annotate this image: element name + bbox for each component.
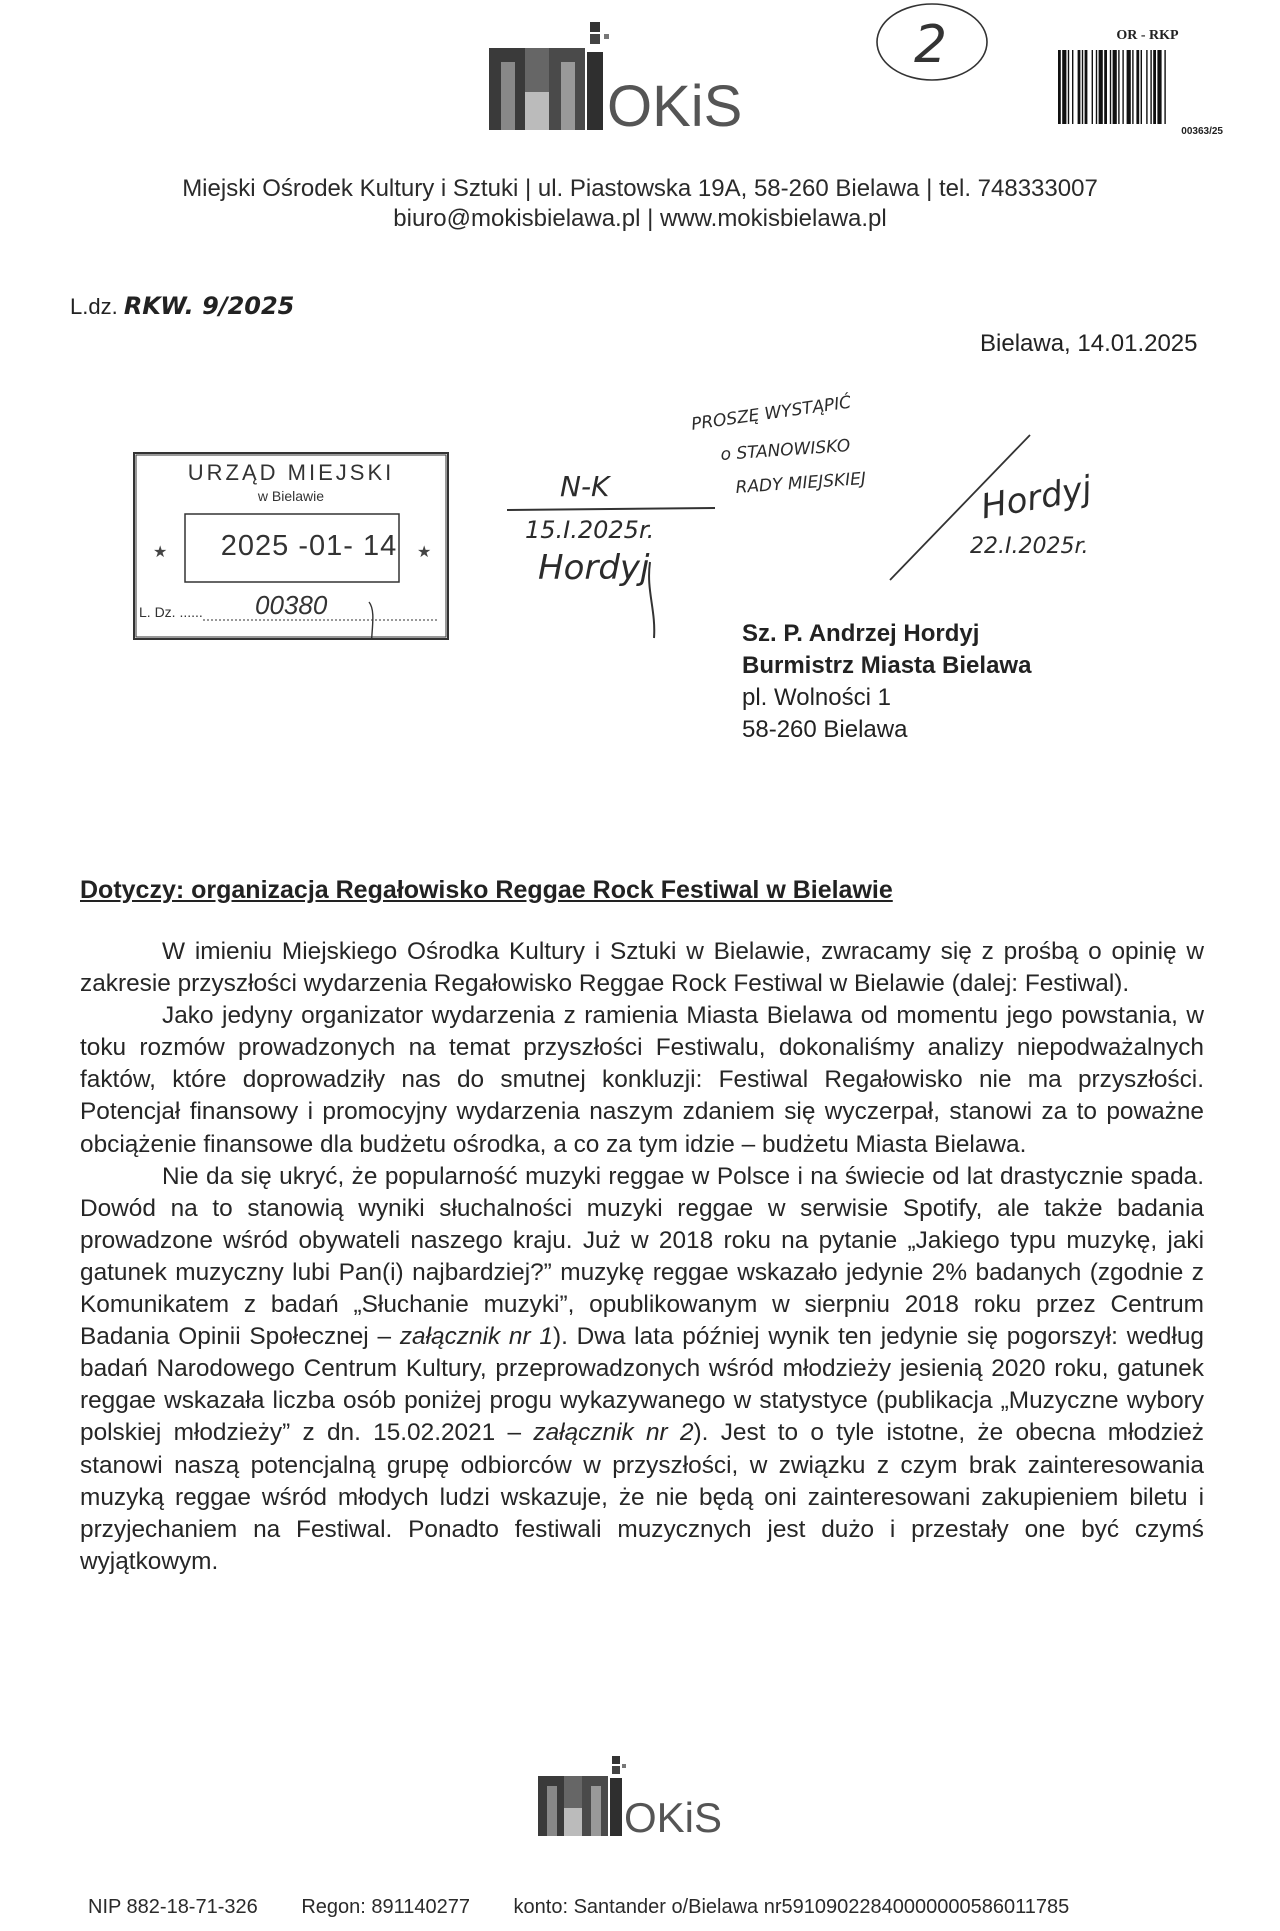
mokis-logo-graphic	[487, 18, 807, 138]
circled-number	[872, 0, 992, 100]
recipient-name: Sz. P. Andrzej Hordyj	[742, 620, 980, 647]
handwritten-signature-2: Hordyj	[978, 468, 1095, 528]
institution-header	[0, 174, 1280, 234]
barcode	[1050, 28, 1245, 146]
circled-number-text: 2	[914, 15, 948, 75]
stamp-ldz-number: 00380	[255, 590, 328, 620]
paragraph-3-part-a: Nie da się ukryć, że popularność muzyki reggae w Polsce i na świecie od lat drastycznie spada. Dowód na to stanowią wyniki słuchalności muzyki reggae w serwisie Spotify, ale także badania prowadzone wśród obywateli naszego kraju. Już w 2018 roku na pytanie „Jakiego typu muzykę, jaki gatunek muzyczny lubi Pan(i) najbardziej?” muzykę reggae wskazało jedynie 2% badanych (zgodnie z Komunikatem z badań „Słuchanie muzyki”, opublikowanym w sierpniu 2018 roku przez Centrum Badania Opinii Społecznej –	[80, 1162, 1204, 1351]
footer	[88, 1896, 1208, 1919]
paragraph-3-part-c: ). Jest to o tyle istotne, że obecna młodzież stanowi naszą potencjalną grupę odbiorców w przyszłości, w związku z czym brak zainteresowania muzyką reggae wśród młodych ludzi wskazuje, że nie będą oni zainteresowani zakupieniem biletu i przyjechaniem na Festiwal. Ponadto festiwali muzycznych jest dużo i przestały one być czymś wyjątkowym.	[80, 1419, 1205, 1575]
logo-text: OKiS	[607, 74, 743, 138]
barcode-bars	[1058, 50, 1236, 124]
letter-body	[80, 936, 1204, 1578]
recipient-block	[742, 618, 1031, 746]
footer-nip: NIP 882-18-71-326	[88, 1896, 258, 1918]
recipient-title: Burmistrz Miasta Bielawa	[742, 652, 1032, 679]
handwritten-signature-1: Hordyj	[538, 548, 650, 588]
paragraph-1: W imieniu Miejskiego Ośrodka Kultury i Sztuki w Bielawie, zwracamy się z prośbą o opinię w zakresie przyszłości wydarzenia Regałowisko Reggae Rock Festiwal w Bielawie (dalej: Festiwal).	[80, 938, 1204, 998]
letter-date: Bielawa, 14.01.2025	[980, 330, 1198, 357]
barcode-number: 00363/25	[1181, 126, 1223, 137]
mokis-logo	[487, 18, 807, 138]
institution-contact: biuro@mokisbielawa.pl | www.mokisbielawa.pl	[393, 205, 887, 232]
paragraph-2: Jako jedyny organizator wydarzenia z ramienia Miasta Bielawa od momentu jego powstania, w toku rozmów prowadzonych na temat przyszłości Festiwalu, dokonaliśmy analizy niepodważalnych faktów, które doprowadziły nas do smutnej konkluzji: Festiwal Regałowisko nie ma przyszłości. Potencjał finansowy i promocyjny wydarzenia naszym zdaniem się wyczerpał, stanowi za to poważne obciążenie finansowe dla budżetu ośrodka, a co za tym idzie – budżetu Miasta Bielawa.	[80, 1002, 1204, 1158]
recipient-city: 58-260 Bielawa	[742, 716, 908, 743]
mokis-logo-footer	[536, 1752, 766, 1842]
stamp-title: URZĄD MIEJSKI	[187, 460, 395, 485]
handwritten-note-2: o STANOWISKO	[720, 435, 851, 465]
stamp-ldz-label: L. Dz. ......	[139, 604, 203, 620]
handwritten-sign-date: 22.I.2025r.	[970, 534, 1089, 559]
handwritten-note-1: PROSZĘ WYSTĄPIĆ	[690, 392, 853, 435]
subject-line: Dotyczy: organizacja Regałowisko Reggae Rock Festiwal w Bielawie	[80, 876, 893, 904]
ldz-handwritten: RKW. 9/2025	[123, 292, 295, 320]
handwritten-note-3: RADY MIEJSKIEJ	[735, 468, 867, 498]
stamp-subtitle: w Bielawie	[257, 488, 325, 504]
logo-footer-text: OKiS	[624, 1794, 723, 1841]
paragraph-3-part-b: ). Dwa lata później wynik ten jedynie się pogorszył: według badań Narodowego Centrum Kultury, przeprowadzonych wśród młodzieży jesienią 2020 roku, gatunek reggae wskazała liczba osób poniżej progu wykazywanego w statystyce (publikacja „Muzyczne wybory polskiej młodzieży” z dn. 15.02.2021 –	[80, 1323, 1204, 1447]
signature-stroke	[640, 560, 670, 640]
institution-address: Miejski Ośrodek Kultury i Sztuki | ul. Piastowska 19A, 58-260 Bielawa | tel. 748333007	[182, 175, 1098, 202]
handwritten-nk: N-K	[560, 470, 610, 503]
registry-stamp	[133, 452, 449, 640]
recipient-street: pl. Wolności 1	[742, 684, 891, 711]
attachment-2-ref: załącznik nr 2	[533, 1419, 694, 1447]
stamp-date: 2025 -01- 14	[220, 530, 398, 562]
paragraph-3	[80, 1161, 1204, 1578]
attachment-1-ref: załącznik nr 1	[399, 1323, 553, 1351]
svg-text:★: ★	[153, 544, 168, 561]
barcode-label: OR - RKP	[1116, 28, 1179, 43]
handwritten-nk-date: 15.I.2025r.	[525, 516, 655, 544]
svg-text:★: ★	[417, 544, 432, 561]
footer-account: konto: Santander o/Bielawa nr59109022840000000586011785	[513, 1896, 1070, 1918]
ldz-prefix: L.dz.	[70, 294, 118, 319]
ldz	[70, 292, 294, 320]
footer-regon: Regon: 891140277	[301, 1896, 470, 1918]
